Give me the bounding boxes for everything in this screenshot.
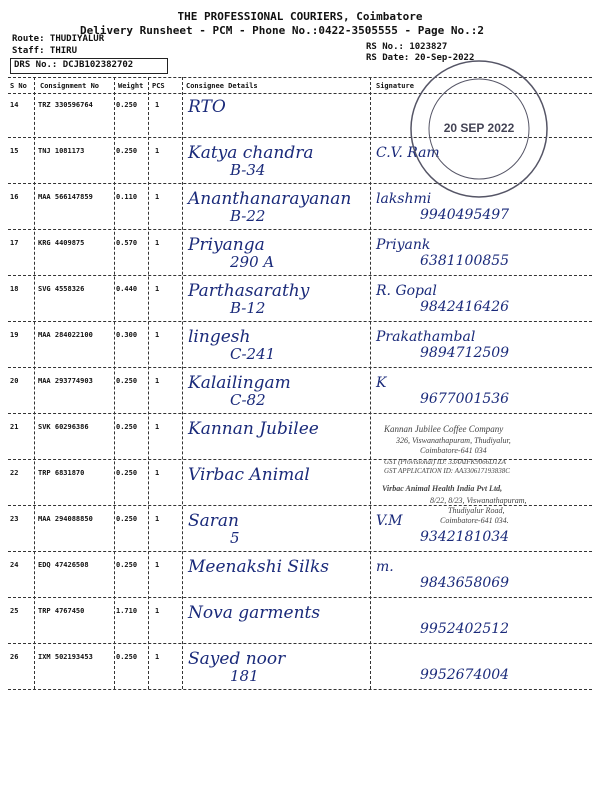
stamp-line: 326, Viswanathapuram, Thudiyalur, xyxy=(396,436,511,445)
row-weight: 0.250 xyxy=(116,423,138,431)
row-weight: 0.250 xyxy=(116,653,138,661)
stamp-line: Kannan Jubilee Coffee Company xyxy=(384,424,504,434)
stamp-line: Thudiyalur Road, xyxy=(448,506,505,515)
row-signature: Priyank xyxy=(376,237,431,253)
row-sno: 16 xyxy=(10,193,19,201)
drs-number: DRS No.: DCJB102382702 xyxy=(14,60,134,70)
row-divider xyxy=(8,367,592,368)
row-signature: K xyxy=(376,375,387,391)
row-weight: 0.300 xyxy=(116,331,138,339)
row-pcs: 1 xyxy=(155,331,160,339)
stamp-line: Coimbatore-641 034. xyxy=(440,516,509,525)
row-consignee-address: B-12 xyxy=(230,299,266,317)
row-pcs: 1 xyxy=(155,239,160,247)
row-phone: 9940495497 xyxy=(420,207,510,223)
row-phone: 9342181034 xyxy=(420,529,510,545)
col-sno: S No xyxy=(10,82,27,90)
row-weight: 0.440 xyxy=(116,285,138,293)
row-phone: 9843658069 xyxy=(420,575,510,591)
stamp-line: Virbac Animal Health India Pvt Ltd, xyxy=(382,484,503,493)
stamp-line: GST APPLICATION ID: AA330617193838C xyxy=(384,467,510,475)
row-consignee-name: Sayed noor xyxy=(188,649,286,669)
seal-date: 20 SEP 2022 xyxy=(443,121,515,135)
row-consignee-name: Kannan Jubilee xyxy=(188,419,319,439)
row-pcs: 1 xyxy=(155,101,160,109)
row-pcs: 1 xyxy=(155,607,160,615)
row-consignee-address: 5 xyxy=(230,529,240,547)
row-pcs: 1 xyxy=(155,561,160,569)
row-phone: 9952674004 xyxy=(420,667,510,683)
staff-label: Staff: THIRU xyxy=(12,46,78,56)
row-consignee-address: C-241 xyxy=(230,345,276,363)
row-consignee-name: Virbac Animal xyxy=(188,465,310,485)
row-weight: 1.710 xyxy=(116,607,138,615)
stamp-line: 8/22, 8/23, Viswanathapuram, xyxy=(430,496,527,505)
row-pcs: 1 xyxy=(155,285,160,293)
row-sno: 22 xyxy=(10,469,19,477)
row-consignment-no: EDQ 47426508 xyxy=(38,561,89,569)
row-weight: 0.110 xyxy=(116,193,138,201)
row-consignment-no: IXM 502193453 xyxy=(38,653,93,661)
row-phone: 6381100855 xyxy=(420,253,510,269)
row-phone: 9894712509 xyxy=(420,345,510,361)
rs-date: RS Date: 20-Sep-2022 xyxy=(366,53,475,63)
row-signature: m. xyxy=(376,559,394,575)
row-divider xyxy=(8,643,592,644)
row-consignment-no: TNJ 1081173 xyxy=(38,147,85,155)
row-consignee-address: C-82 xyxy=(230,391,266,409)
row-consignee-name: Katya chandra xyxy=(188,143,314,163)
row-sno: 19 xyxy=(10,331,19,339)
row-divider xyxy=(8,229,592,230)
row-sno: 24 xyxy=(10,561,19,569)
row-signature: R. Gopal xyxy=(376,283,437,299)
row-consignment-no: TRZ 330596764 xyxy=(38,101,93,109)
row-weight: 0.250 xyxy=(116,561,138,569)
row-consignee-name: Meenakshi Silks xyxy=(188,557,329,577)
row-phone: 9842416426 xyxy=(420,299,510,315)
row-divider xyxy=(8,275,592,276)
row-consignee-name: Saran xyxy=(188,511,239,531)
row-sno: 21 xyxy=(10,423,19,431)
row-sno: 25 xyxy=(10,607,19,615)
row-pcs: 1 xyxy=(155,377,160,385)
row-consignee-address: B-34 xyxy=(230,161,266,179)
row-consignment-no: KRG 4409875 xyxy=(38,239,85,247)
row-consignment-no: SVG 4558326 xyxy=(38,285,85,293)
row-pcs: 1 xyxy=(155,469,160,477)
row-phone: 9952402512 xyxy=(420,621,510,637)
row-sno: 18 xyxy=(10,285,19,293)
col-weight: Weight xyxy=(118,82,144,90)
row-consignment-no: MAA 293774903 xyxy=(38,377,93,385)
row-consignee-name: RTO xyxy=(188,97,226,117)
row-consignee-name: Nova garments xyxy=(188,603,321,623)
row-signature: lakshmi xyxy=(376,191,432,207)
rs-number: RS No.: 1023827 xyxy=(366,42,448,52)
row-divider xyxy=(8,321,592,322)
row-consignment-no: SVK 60296386 xyxy=(38,423,89,431)
row-sno: 26 xyxy=(10,653,19,661)
row-weight: 0.250 xyxy=(116,147,138,155)
row-divider xyxy=(8,597,592,598)
row-weight: 0.250 xyxy=(116,515,138,523)
row-consignee-name: Priyanga xyxy=(188,235,265,255)
col-consignment: Consignment No xyxy=(40,82,100,90)
row-sno: 15 xyxy=(10,147,19,155)
company-title: THE PROFESSIONAL COURIERS, Coimbatore xyxy=(177,10,423,23)
row-divider xyxy=(8,413,592,414)
row-pcs: 1 xyxy=(155,193,160,201)
row-consignment-no: TRP 4767450 xyxy=(38,607,85,615)
row-consignment-no: MAA 566147859 xyxy=(38,193,93,201)
row-consignee-address: B-22 xyxy=(230,207,266,225)
row-consignee-address: 181 xyxy=(230,667,259,685)
row-signature: V.M xyxy=(376,513,403,529)
row-divider xyxy=(8,689,592,690)
runsheet-subtitle: Delivery Runsheet - PCM - Phone No.:0422-3505555 - Page No.:2 xyxy=(80,24,484,37)
row-consignee-name: Parthasarathy xyxy=(188,281,310,301)
row-pcs: 1 xyxy=(155,423,160,431)
row-weight: 0.570 xyxy=(116,239,138,247)
post-office-seal xyxy=(404,54,554,204)
row-consignee-name: Ananthanarayanan xyxy=(188,189,352,209)
stamp-line: GST (Provisional) ID: 33AAIFK9066D1ZA xyxy=(384,458,506,466)
row-consignee-address: 290 A xyxy=(230,253,275,271)
row-pcs: 1 xyxy=(155,653,160,661)
col-consignee: Consignee Details xyxy=(186,82,258,90)
row-sno: 14 xyxy=(10,101,19,109)
row-divider xyxy=(8,551,592,552)
row-pcs: 1 xyxy=(155,515,160,523)
row-consignee-name: lingesh xyxy=(188,327,251,347)
row-consignment-no: MAA 294088850 xyxy=(38,515,93,523)
row-sno: 23 xyxy=(10,515,19,523)
col-pcs: PCS xyxy=(152,82,165,90)
row-phone: 9677001536 xyxy=(420,391,510,407)
row-sno: 20 xyxy=(10,377,19,385)
stamp-line: Coimbatore-641 034 xyxy=(420,446,487,455)
row-consignment-no: MAA 284022100 xyxy=(38,331,93,339)
row-signature: C.V. Ram xyxy=(376,145,440,161)
row-weight: 0.250 xyxy=(116,101,138,109)
col-signature: Signature xyxy=(376,82,414,90)
row-pcs: 1 xyxy=(155,147,160,155)
route-label: Route: THUDIYALUR xyxy=(12,34,105,44)
row-signature: Prakathambal xyxy=(376,329,476,345)
row-weight: 0.250 xyxy=(116,469,138,477)
row-consignment-no: TRP 6831870 xyxy=(38,469,85,477)
row-consignee-name: Kalailingam xyxy=(188,373,291,393)
row-sno: 17 xyxy=(10,239,19,247)
row-weight: 0.250 xyxy=(116,377,138,385)
